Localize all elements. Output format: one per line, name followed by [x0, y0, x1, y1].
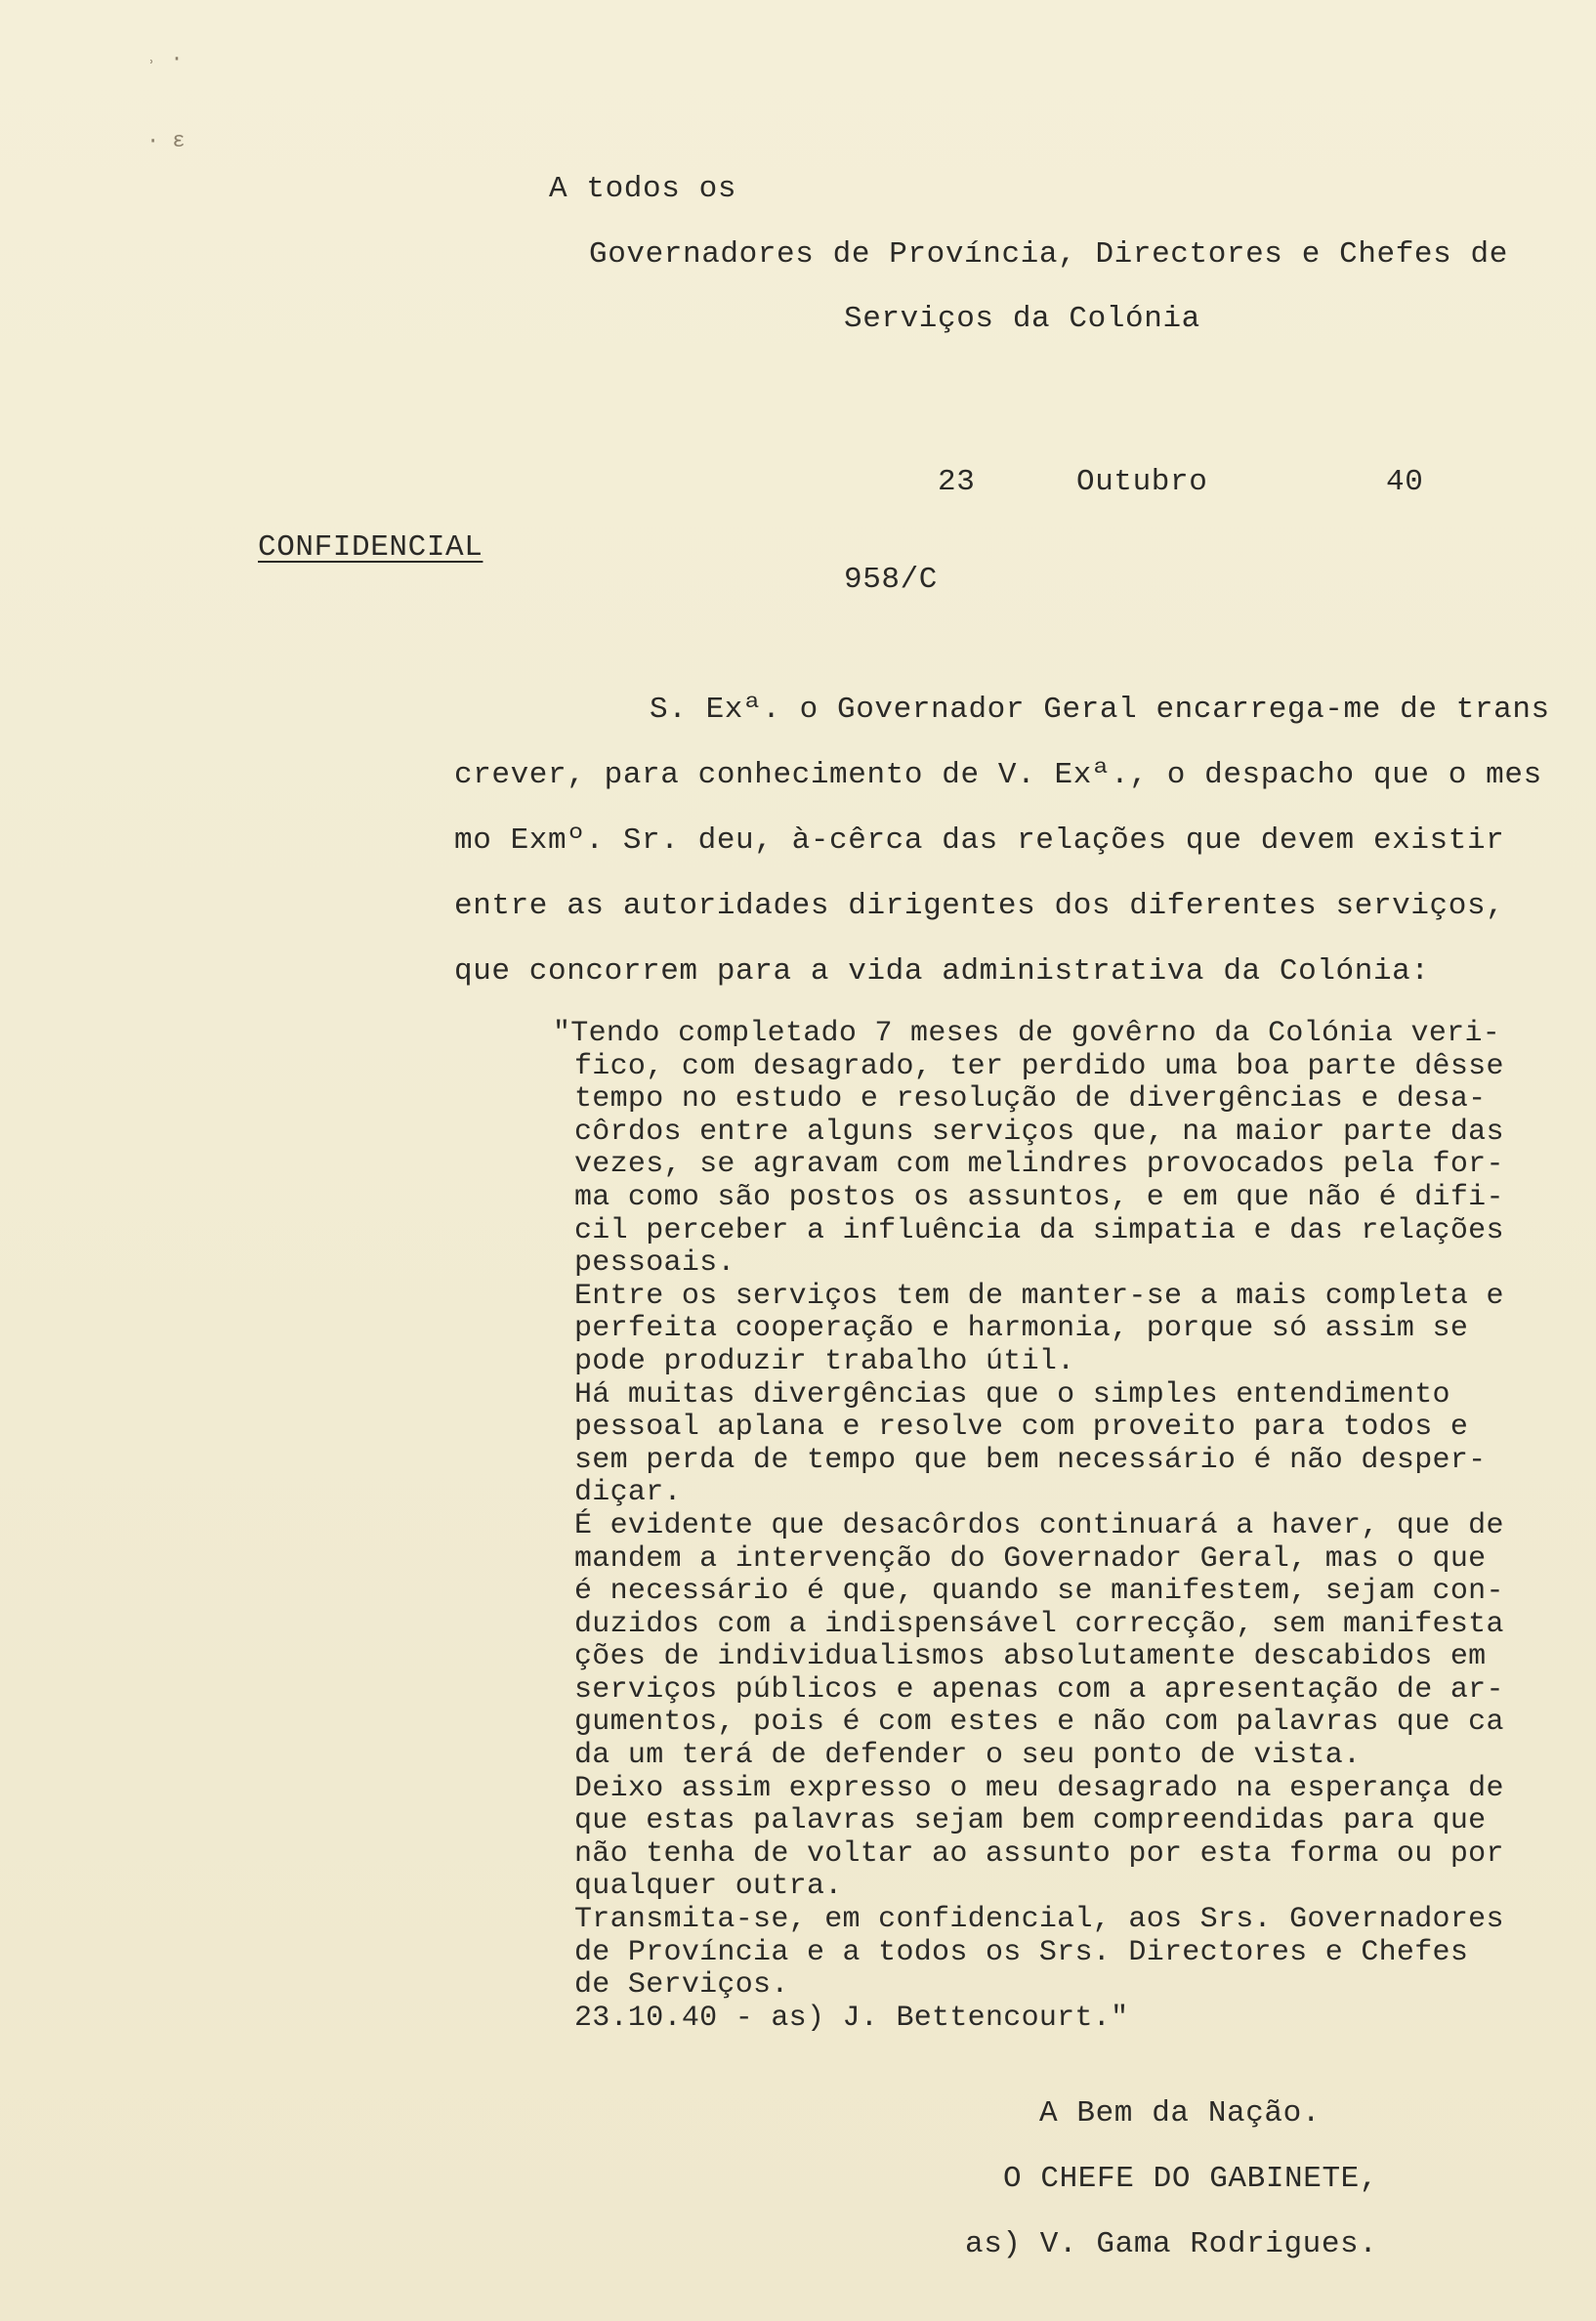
quote-line: ções de individualismos absolutamente descabidos em	[574, 1640, 1487, 1674]
intro-line: mo Exmº. Sr. deu, à-cêrca das relações que devem existir	[454, 823, 1505, 858]
margin-mark: ˒ ·	[145, 47, 184, 71]
margin-mark: · ɛ	[147, 129, 186, 153]
quote-line: diçar.	[574, 1476, 682, 1510]
quote-line: Entre os serviços tem de manter-se a mais completa e	[574, 1279, 1504, 1313]
intro-line: crever, para conhecimento de V. Exª., o despacho que o mes	[454, 758, 1542, 792]
quote-line: serviços públicos e apenas com a apresentação de ar-	[574, 1672, 1504, 1707]
quote-line: cil perceber a influência da simpatia e das relações	[574, 1213, 1504, 1247]
intro-line: entre as autoridades dirigentes dos diferentes serviços,	[454, 889, 1505, 923]
quote-line: côrdos entre alguns serviços que, na maior parte das	[574, 1115, 1504, 1149]
quote-line: mandem a intervenção do Governador Geral, mas o que	[574, 1541, 1487, 1576]
closing-title: O CHEFE DO GABINETE,	[1003, 2162, 1379, 2196]
intro-line: que concorrem para a vida administrativa da Colónia:	[454, 954, 1430, 989]
quote-line: de Província e a todos os Srs. Directores e Chefes	[574, 1935, 1469, 1969]
quote-line: 23.10.40 - as) J. Bettencourt."	[574, 2001, 1129, 2035]
date-year: 40	[1386, 465, 1424, 499]
quote-line: que estas palavras sejam bem compreendidas para que	[574, 1804, 1487, 1838]
addressee-line-2: Governadores de Província, Directores e Chefes de	[589, 237, 1508, 272]
quote-line: Deixo assim expresso o meu desagrado na esperança de	[574, 1771, 1504, 1805]
quote-line: sem perda de tempo que bem necessário é não desper-	[574, 1443, 1487, 1477]
quote-line: duzidos com a indispensável correcção, sem manifesta	[574, 1607, 1504, 1641]
date-month: Outubro	[1076, 465, 1208, 499]
quote-line: fico, com desagrado, ter perdido uma boa parte dêsse	[574, 1049, 1504, 1083]
quoted-dispatch	[553, 1018, 1504, 2035]
quote-line: não tenha de voltar ao assunto por esta forma ou por	[574, 1836, 1504, 1871]
intro-line: S. Exª. o Governador Geral encarrega-me de trans	[650, 693, 1550, 727]
quote-line: Transmita-se, em confidencial, aos Srs. Governadores	[574, 1903, 1504, 1937]
addressee-line-1: A todos os	[549, 172, 737, 206]
closing-signature: as) V. Gama Rodrigues.	[965, 2227, 1378, 2261]
quote-line: é necessário é que, quando se manifestem, sejam con-	[574, 1575, 1504, 1609]
addressee-line-3: Serviços da Colónia	[844, 302, 1200, 336]
classification-label: CONFIDENCIAL	[258, 530, 483, 565]
quote-line: gumentos, pois é com estes e não com palavras que ca	[574, 1706, 1504, 1740]
date-day: 23	[938, 465, 976, 499]
quote-line: ma como são postos os assuntos, e em que não é difi-	[574, 1180, 1504, 1214]
closing-salutation: A Bem da Nação.	[1039, 2096, 1322, 2131]
quote-line: pessoais.	[574, 1246, 735, 1281]
quote-line: pessoal aplana e resolve com proveito para todos e	[574, 1411, 1469, 1445]
quote-line: pode produzir trabalho útil.	[574, 1344, 1075, 1378]
quote-line: vezes, se agravam com melindres provocados pela for-	[574, 1148, 1504, 1182]
quote-line: tempo no estudo e resolução de divergências e desa-	[574, 1082, 1487, 1117]
quote-line: de Serviços.	[574, 1968, 789, 2003]
quote-line: "Tendo completado 7 meses de govêrno da Colónia veri-	[553, 1017, 1501, 1050]
reference-number: 958/C	[844, 563, 939, 597]
quote-line: É evidente que desacôrdos continuará a haver, que de	[574, 1508, 1504, 1542]
quote-line: perfeita cooperação e harmonia, porque só assim se	[574, 1312, 1469, 1346]
quote-line: da um terá de defender o seu ponto de vista.	[574, 1739, 1362, 1773]
quote-line: qualquer outra.	[574, 1870, 843, 1904]
quote-line: Há muitas divergências que o simples entendimento	[574, 1377, 1450, 1412]
